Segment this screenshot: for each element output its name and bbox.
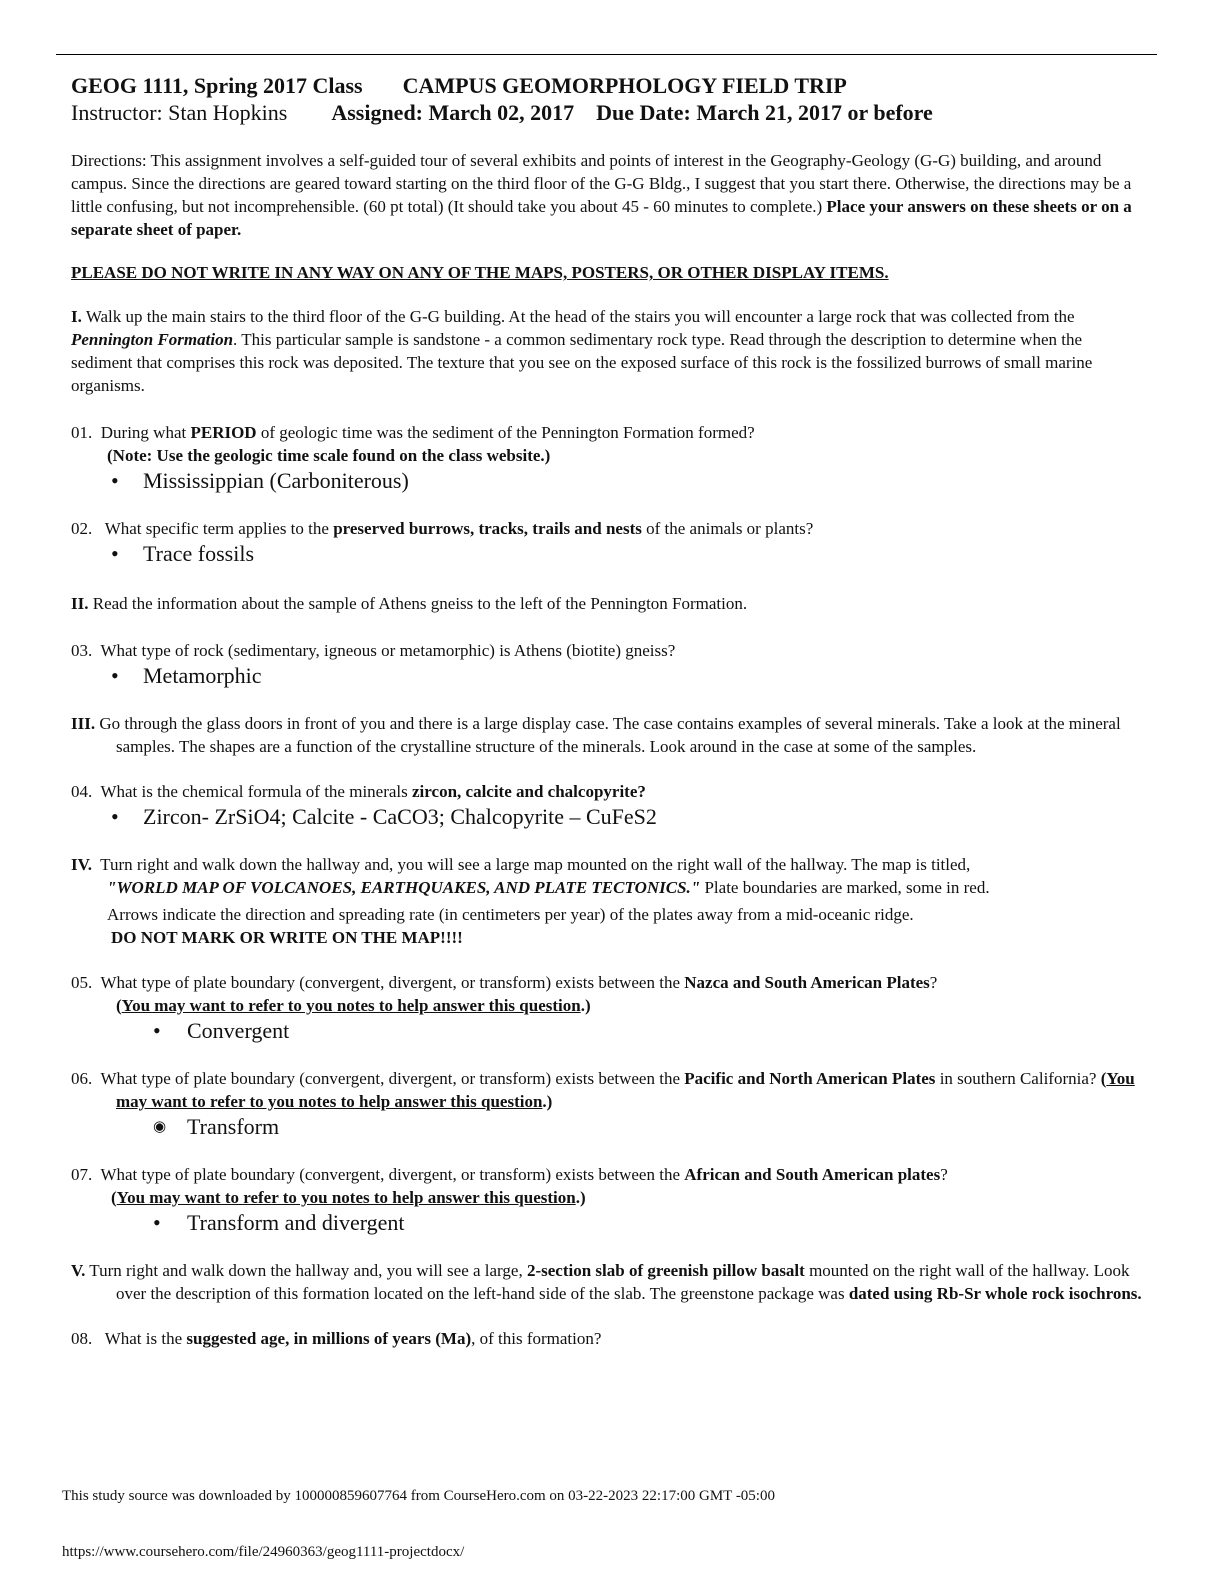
question-07-note: (You may want to refer to you notes to help answer this question.) <box>111 1188 586 1207</box>
question-04: 04. What is the chemical formula of the minerals zircon, calcite and chalcopyrite? <box>71 782 646 801</box>
header-line-2 <box>71 99 1146 127</box>
answer-04: • Zircon- ZrSiO4; Calcite - CaCO3; Chalcopyrite – CuFeS2 <box>111 804 657 829</box>
answer-06: ◉ Transform <box>153 1114 280 1139</box>
section-4-warning: DO NOT MARK OR WRITE ON THE MAP!!!! <box>111 928 463 947</box>
question-08: 08. What is the suggested age, in millions of years (Ma), of this formation? <box>71 1329 602 1348</box>
document-body <box>71 72 1146 1350</box>
question-03: 03. What type of rock (sedimentary, igneous or metamorphic) is Athens (biotite) gneiss? <box>71 641 676 660</box>
question-01: 01. During what PERIOD of geologic time was the sediment of the Pennington Formation formed? <box>71 423 755 442</box>
bullet-icon: ◉ <box>153 1119 167 1135</box>
bullet-icon: • <box>153 1018 161 1043</box>
bullet-icon: • <box>111 468 119 493</box>
question-02: 02. What specific term applies to the preserved burrows, tracks, trails and nests of the animals or plants? <box>71 519 814 538</box>
course-title: GEOG 1111, Spring 2017 Class <box>71 73 363 98</box>
assignment-title: CAMPUS GEOMORPHOLOGY FIELD TRIP <box>402 73 847 98</box>
section-4: IV. Turn right and walk down the hallway and, you will see a large map mounted on the right wall of the hallway. The map is titled, <box>71 855 971 874</box>
section-2: II. Read the information about the sample of Athens gneiss to the left of the Pennington Formation. <box>71 594 748 613</box>
display-warning: PLEASE DO NOT WRITE IN ANY WAY ON ANY OF THE MAPS, POSTERS, OR OTHER DISPLAY ITEMS. <box>71 263 889 282</box>
bullet-icon: • <box>111 663 119 688</box>
section-4-arrows: Arrows indicate the direction and spreading rate (in centimeters per year) of the plates away from a mid-oceanic ridge. <box>107 905 914 924</box>
top-rule <box>56 54 1157 55</box>
question-07: 07. What type of plate boundary (convergent, divergent, or transform) exists between the African and South American plates? <box>71 1165 948 1184</box>
assigned-date: Assigned: March 02, 2017 <box>331 100 575 125</box>
bullet-icon: • <box>153 1210 161 1235</box>
question-06: 06. What type of plate boundary (convergent, divergent, or transform) exists between the Pacific and North American Plates in southern California? (You may want to refer to you notes to help answer this question.) <box>71 1069 1135 1111</box>
question-01-note: (Note: Use the geologic time scale found on the class website.) <box>107 446 551 465</box>
section-5: V. Turn right and walk down the hallway and, you will see a large, 2-section slab of greenish pillow basalt mounted on the right wall of the hallway. Look over the description of this formation located on the left-hand side of the slab. The greenstone package was dated using Rb-Sr whole rock isochrons. <box>71 1261 1142 1303</box>
bullet-icon: • <box>111 541 119 566</box>
section-1: I. Walk up the main stairs to the third floor of the G-G building. At the head of the stairs you will encounter a large rock that was collected from the Pennington Formation. This particular sample is sandstone - a common sedimentary rock type. Read through the description to determine when the sediment that comprises this rock was deposited. The texture that you see on the exposed surface of this rock is the fossilized burrows of small marine organisms. <box>71 307 1093 395</box>
answer-03: • Metamorphic <box>111 663 262 688</box>
download-notice: This study source was downloaded by 100000859607764 from CourseHero.com on 03-22-2023 22:17:00 GMT -05:00 <box>62 1488 775 1504</box>
due-date: Due Date: March 21, 2017 or before <box>596 100 933 125</box>
section-3: III. Go through the glass doors in front of you and there is a large display case. The case contains examples of several minerals. Take a look at the mineral samples. The shapes are a function of the crystalline structure of the minerals. Look around in the case at some of the samples. <box>71 714 1121 756</box>
question-05-note: (You may want to refer to you notes to help answer this question.) <box>116 996 591 1015</box>
answer-05: • Convergent <box>153 1018 290 1043</box>
source-url-link[interactable]: https://www.coursehero.com/file/24960363/geog1111-projectdocx/ <box>62 1544 465 1560</box>
answer-02: • Trace fossils <box>111 541 255 566</box>
header-line-1 <box>71 72 1146 99</box>
section-4-map-title: "WORLD MAP OF VOLCANOES, EARTHQUAKES, AND PLATE TECTONICS." Plate boundaries are marked, some in red. <box>107 878 990 897</box>
instructor: Instructor: Stan Hopkins <box>71 100 288 125</box>
answer-07: • Transform and divergent <box>153 1210 405 1235</box>
question-05: 05. What type of plate boundary (convergent, divergent, or transform) exists between the Nazca and South American Plates? <box>71 973 938 992</box>
answer-01: • Mississippian (Carboniterous) <box>111 468 409 493</box>
directions-paragraph: Directions: This assignment involves a self-guided tour of several exhibits and points of interest in the Geography-Geology (G-G) building, and around campus. Since the directions are geared toward starting on the third floor of the G-G Bldg., I suggest that you start there. Otherwise, the directions may be a little confusing, but not incomprehensible. (60 pt total) (It should take you about 45 - 60 minutes to complete.) Place your answers on these sheets or on a separate sheet of paper. <box>71 151 1132 239</box>
bullet-icon: • <box>111 804 119 829</box>
